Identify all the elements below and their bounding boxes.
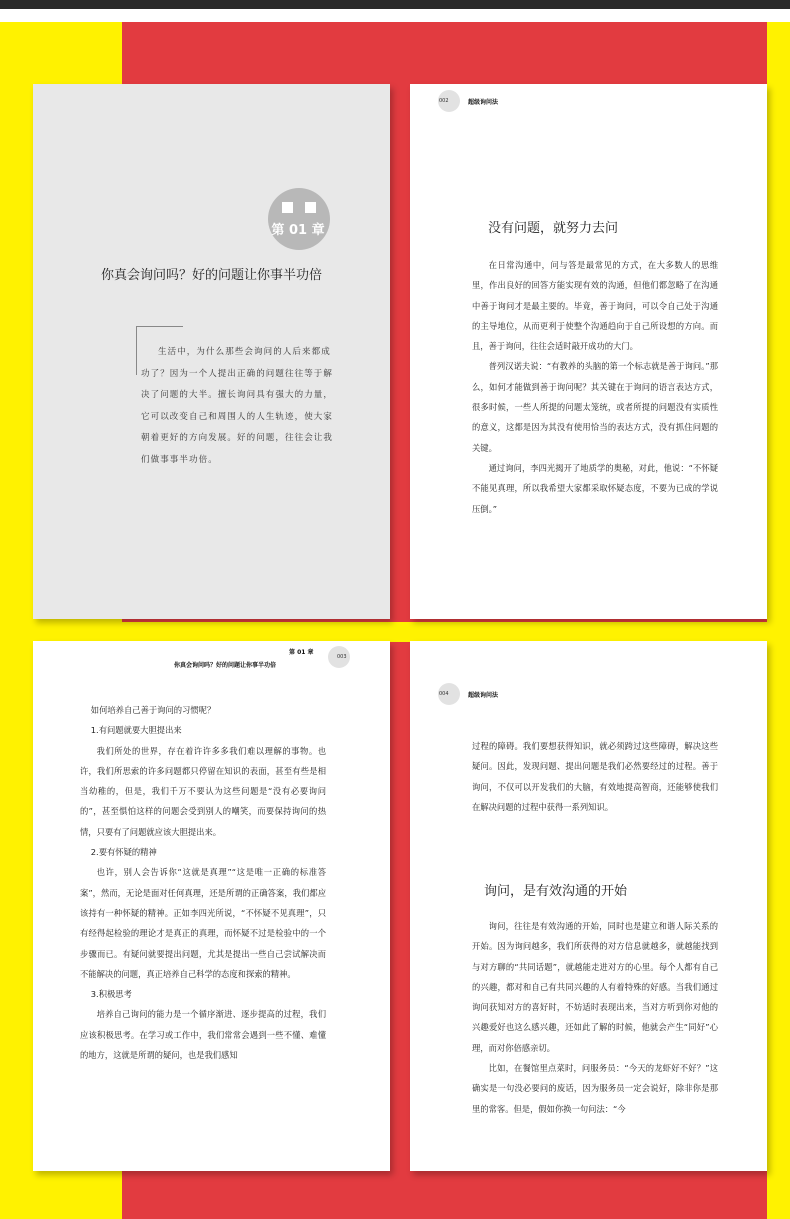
paragraph: 也许，别人会告诉你“这就是真理”“这是唯一正确的标准答案”，然而，无论是面对任何真理，还是所谓的正确答案，我们都应该持有一种怀疑的精神。正如李四光所说，“不怀疑不见真理”，只有经得起检验的理论才是真正的真理，而怀疑不过是检验中的一个步骤而已。有疑问就要提出问题，尤其是提出一些自己尝试解决而不能解决的问题，真正培养自己科学的态度和探索的精神。 <box>80 867 326 979</box>
page-number: 003 <box>337 654 347 660</box>
chapter-quote: 生活中，为什么那些会询问的人后来都成功了？因为一个人提出正确的问题往往等于解决了问题的大半。擅长询问具有强大的力量，它可以改变自己和周围人的人生轨迹，使大家朝着更好的方向发展。好的问题，往往会让我们做事事半功倍。 <box>141 347 334 465</box>
paragraph: 普列汉诺夫说：“有教养的头脑的第一个标志就是善于询问。”那么，如何才能做到善于询问呢？其关键在于询问的语言表达方式，很多时候，一些人所提的问题太笼统，或者所提的问题没有实质性的意义，这都是因为其没有使用恰当的表达方式，没有抓住问题的关键。 <box>472 361 718 453</box>
section-title: 没有问题，就努力去问 <box>488 221 619 236</box>
paragraph: 询问，往往是有效沟通的开始，同时也是建立和谐人际关系的开始。因为询问越多，我们所获得的对方信息就越多，就越能找到与对方聊的“共同话题”，就越能走进对方的心里。每个人都有自己的兴趣，都对和自己有共同兴趣的人有着特殊的好感。当我们通过询问获知对方的喜好时，不妨适时表现出来，当对方听到你对他的兴趣爱好也这么感兴趣，还如此了解的时候，他就会产生“同好”心理，而对你倍感亲切。 <box>472 921 718 1053</box>
chapter-badge <box>268 188 330 250</box>
page-number-circle <box>438 683 460 705</box>
badge-square-icon <box>305 202 316 213</box>
paragraph: 比如，在餐馆里点菜时，问服务员：“今天的龙虾好不好？”这确实是一句没必要问的废话，因为服务员一定会说好，除非你是那里的常客。但是，假如你换一句问法：“今 <box>472 1063 718 1114</box>
paragraph: 通过询问，李四光揭开了地质学的奥秘，对此，他说：“不怀疑不能见真理，所以我希望大家都采取怀疑态度，不要为已成的学说压倒。” <box>472 462 718 514</box>
subheading: 1.有问题就要大胆提出来 <box>90 725 182 736</box>
page-002 <box>410 84 767 619</box>
body-text <box>472 736 718 817</box>
page-003 <box>33 641 390 1171</box>
page-number-circle <box>438 90 460 112</box>
page-number: 002 <box>439 98 449 104</box>
background-yellow-band <box>122 622 790 642</box>
chapter-label: 第 01 章 <box>271 223 325 238</box>
running-title: 超级询问法 <box>468 692 499 699</box>
paragraph: 培养自己询问的能力是一个循序渐进、逐步提高的过程，我们应该积极思考。在学习或工作中，我们常常会遇到一些不懂、难懂的地方，这就是所谓的疑问，也是我们感知 <box>80 1009 326 1061</box>
paragraph: 如何培养自己善于询问的习惯呢？ <box>90 705 216 715</box>
paragraph: 在日常沟通中，问与答是最常见的方式，在大多数人的思维里，作出良好的回答方能实现有效的沟通，但他们都忽略了在沟通中善于询问才是最主要的。毕竟，善于询问，可以令自己处于沟通的主导地位，从而更利于使整个沟通趋向于自己所设想的方向。而且，善于询问，往往会适时敲开成功的大门。 <box>472 260 718 352</box>
paragraph: 过程的障碍。我们要想获得知识，就必须跨过这些障碍，解决这些疑问。因此，发现问题、提出问题是我们必然要经过的过程。善于询问，不仅可以开发我们的大脑，有效地提高智商，还能够使我们在解决问题的过程中获得一系列知识。 <box>472 741 718 812</box>
header-chapter: 第 01 章 <box>289 649 314 656</box>
subheading: 3.积极思考 <box>90 989 132 1000</box>
header-chapter-title: 你真会询问吗？好的问题让你事半功倍 <box>174 662 277 669</box>
page-004 <box>410 641 767 1171</box>
chapter-title: 你真会询问吗？好的问题让你事半功倍 <box>100 268 322 283</box>
subheading: 2.要有怀疑的精神 <box>90 847 157 858</box>
section-title: 询问，是有效沟通的开始 <box>484 884 628 899</box>
body-text <box>472 255 718 519</box>
paragraph: 我们所处的世界，存在着许许多多我们难以理解的事物。也许，我们所思索的许多问题都只停留在知识的表面，甚至有些是相当幼稚的，但是，我们千万不要认为这些问题是“没有必要询问的”，甚至惧怕这样的问题会受到别人的嘲笑，而要保持询问的热情，只要有了问题就应该大胆提出来。 <box>80 745 326 837</box>
page-number: 004 <box>439 691 449 697</box>
background-yellow-right <box>767 22 790 1219</box>
page-number-circle <box>328 646 350 668</box>
running-title: 超级询问法 <box>468 99 499 106</box>
body-text <box>80 700 326 1065</box>
chapter-opener-page <box>33 84 390 619</box>
badge-square-icon <box>282 202 293 213</box>
body-text <box>472 916 718 1119</box>
top-strip <box>0 9 790 22</box>
top-bar <box>0 0 790 9</box>
